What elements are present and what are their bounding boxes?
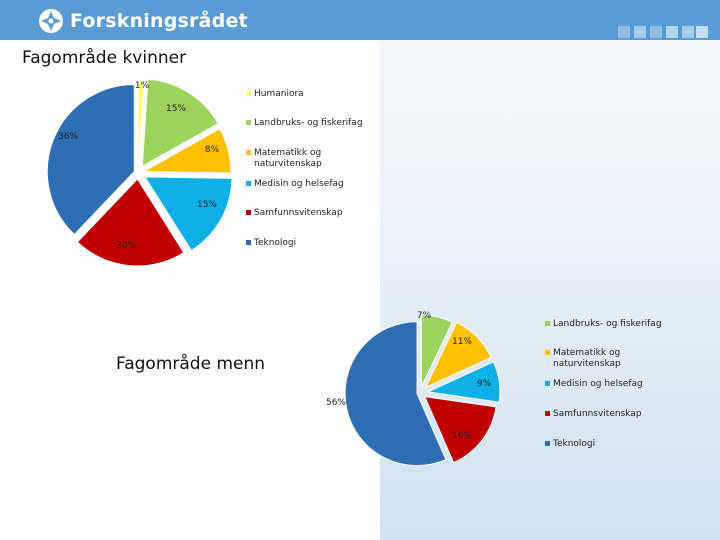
legend-swatch — [545, 350, 550, 355]
legend-label: Matematikk og — [553, 348, 621, 358]
legend-label: Landbruks- og fiskerifag — [254, 118, 363, 128]
legend-label: Medisin og helsefag — [254, 179, 344, 189]
data-label: 20% — [115, 241, 137, 251]
brand-name: Forskningsrådet — [70, 10, 248, 32]
legend-label: Teknologi — [553, 439, 596, 449]
legend-swatch — [545, 411, 550, 416]
data-label: 1% — [134, 81, 150, 91]
legend-swatch — [246, 181, 251, 186]
data-label: 15% — [165, 104, 187, 114]
chart-title-women: Fagområde kvinner — [22, 48, 187, 68]
data-label: 36% — [57, 132, 79, 142]
legend-label: Humaniora — [254, 89, 304, 99]
chart-title-men: Fagområde menn — [116, 354, 266, 374]
legend-label: Teknologi — [254, 238, 297, 248]
data-label: 11% — [451, 337, 473, 347]
legend-label: naturvitenskap — [553, 359, 621, 369]
legend-label: Matematikk og — [254, 148, 322, 158]
legend-label: Samfunnsvitenskap — [254, 208, 343, 218]
legend-label: Medisin og helsefag — [553, 379, 643, 389]
legend-label: Samfunnsvitenskap — [553, 409, 642, 419]
data-label: 15% — [196, 200, 218, 210]
legend-swatch — [246, 240, 251, 245]
legend-swatch — [545, 441, 550, 446]
data-label: 16% — [451, 431, 473, 441]
legend-swatch — [246, 91, 251, 96]
data-label: 56% — [325, 398, 347, 408]
legend-swatch — [246, 210, 251, 215]
data-label: 7% — [416, 311, 432, 321]
legend-swatch — [246, 120, 251, 125]
legend-swatch — [545, 381, 550, 386]
data-label: 8% — [204, 145, 220, 155]
legend-swatch — [545, 321, 550, 326]
legend-label: naturvitenskap — [254, 159, 322, 169]
data-label: 9% — [476, 379, 492, 389]
legend-label: Landbruks- og fiskerifag — [553, 319, 662, 329]
legend-swatch — [246, 150, 251, 155]
